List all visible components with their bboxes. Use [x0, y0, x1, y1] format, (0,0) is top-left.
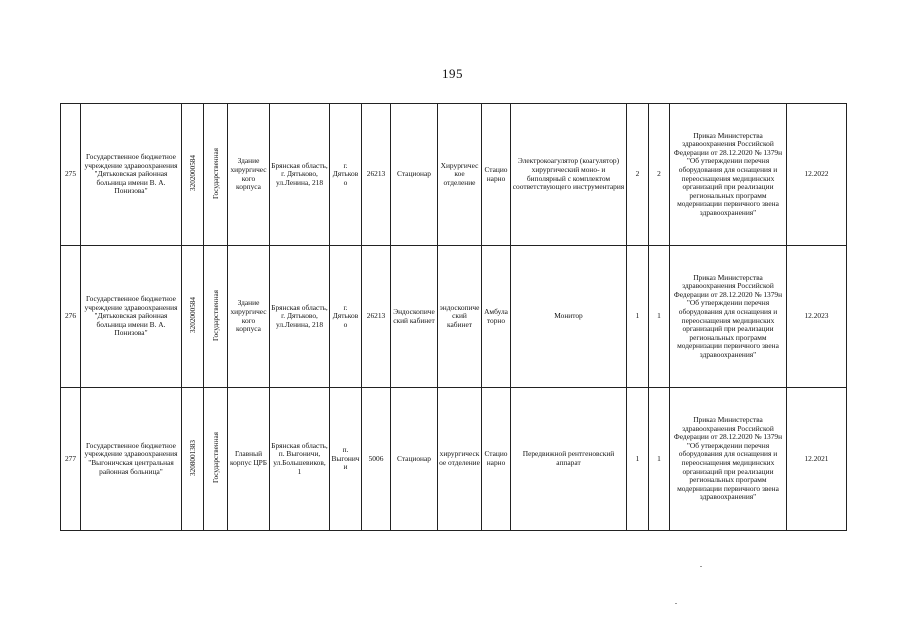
- ownership-cell: [204, 246, 228, 388]
- ownership-type: Государственная: [211, 147, 220, 199]
- locality: п. Выгоничи: [330, 388, 362, 531]
- care-form: Стационарно: [482, 104, 511, 246]
- delivery-date: 12.2021: [787, 388, 847, 531]
- order-reference: Приказ Министерства здравоохранения Российской Федерации от 28.12.2020 № 1379н "Об утверждении перечня оборудования для оснащения и переоснащения медицинских организаций при реализации региональных программ модернизации первичного звена здравоохранения": [670, 246, 787, 388]
- organization-code: 3202000584: [188, 155, 197, 192]
- department: хирургическое отделение: [438, 388, 482, 531]
- delivery-date: 12.2022: [787, 104, 847, 246]
- address: Брянская область, п. Выгоничи, ул.Большевиков, 1: [270, 388, 330, 531]
- care-form: Амбулаторно: [482, 246, 511, 388]
- locality: г. Дятьково: [330, 104, 362, 246]
- ownership-cell: [204, 388, 228, 531]
- department: Хирургическое отделение: [438, 104, 482, 246]
- ownership-cell: [204, 104, 228, 246]
- row-number: 277: [61, 388, 81, 531]
- address: Брянская область, г. Дятьково, ул.Ленина, 218: [270, 246, 330, 388]
- index-code: 26213: [362, 104, 391, 246]
- row-number: 275: [61, 104, 81, 246]
- quantity-a: 1: [627, 388, 649, 531]
- organization-code-cell: [182, 388, 204, 531]
- service-type: Стационар: [391, 104, 438, 246]
- index-code: 26213: [362, 246, 391, 388]
- organization-name: Государственное бюджетное учреждение здравоохранения "Дятьковская районная больница имени В. А. Понизова": [81, 246, 182, 388]
- address: Брянская область, г. Дятьково, ул.Ленина, 218: [270, 104, 330, 246]
- equipment-register-table: [60, 103, 847, 531]
- order-reference: Приказ Министерства здравоохранения Российской Федерации от 28.12.2020 № 1379н "Об утверждении перечня оборудования для оснащения и переоснащения медицинских организаций при реализации региональных программ модернизации первичного звена здравоохранения": [670, 104, 787, 246]
- organization-code-cell: [182, 104, 204, 246]
- service-type: Стационар: [391, 388, 438, 531]
- quantity-b: 1: [649, 246, 670, 388]
- locality: г. Дятьково: [330, 246, 362, 388]
- scan-speck: [700, 566, 702, 567]
- row-number: 276: [61, 246, 81, 388]
- table-row: [61, 246, 847, 388]
- organization-code: 3208001383: [188, 439, 197, 476]
- index-code: 5006: [362, 388, 391, 531]
- page-number: 195: [442, 66, 463, 81]
- quantity-a: 1: [627, 246, 649, 388]
- organization-code-cell: [182, 246, 204, 388]
- equipment-name: Электрокоагулятор (коагулятор) хирургический моно- и биполярный с комплектом соответствующего инструментария: [511, 104, 627, 246]
- building-name: Главный корпус ЦРБ: [228, 388, 270, 531]
- equipment-name: Передвижной рентгеновский аппарат: [511, 388, 627, 531]
- scan-speck: [675, 603, 677, 604]
- table-row: [61, 104, 847, 246]
- ownership-type: Государственная: [211, 289, 220, 341]
- quantity-a: 2: [627, 104, 649, 246]
- quantity-b: 1: [649, 388, 670, 531]
- service-type: Эндоскопический кабинет: [391, 246, 438, 388]
- quantity-b: 2: [649, 104, 670, 246]
- organization-name: Государственное бюджетное учреждение здравоохранения "Дятьковская районная больница имени В. А. Понизова": [81, 104, 182, 246]
- delivery-date: 12.2023: [787, 246, 847, 388]
- equipment-name: Монитор: [511, 246, 627, 388]
- organization-code: 3202000584: [188, 297, 197, 334]
- building-name: Здание хирургического корпуса: [228, 246, 270, 388]
- department: эндоскопический кабинет: [438, 246, 482, 388]
- table-row: [61, 388, 847, 531]
- organization-name: Государственное бюджетное учреждение здравоохранения "Выгоничская центральная районная больница": [81, 388, 182, 531]
- building-name: Здание хирургического корпуса: [228, 104, 270, 246]
- order-reference: Приказ Министерства здравоохранения Российской Федерации от 28.12.2020 № 1379н "Об утверждении перечня оборудования для оснащения и переоснащения медицинских организаций при реализации региональных программ модернизации первичного звена здравоохранения": [670, 388, 787, 531]
- ownership-type: Государственная: [211, 432, 220, 484]
- care-form: Стационарно: [482, 388, 511, 531]
